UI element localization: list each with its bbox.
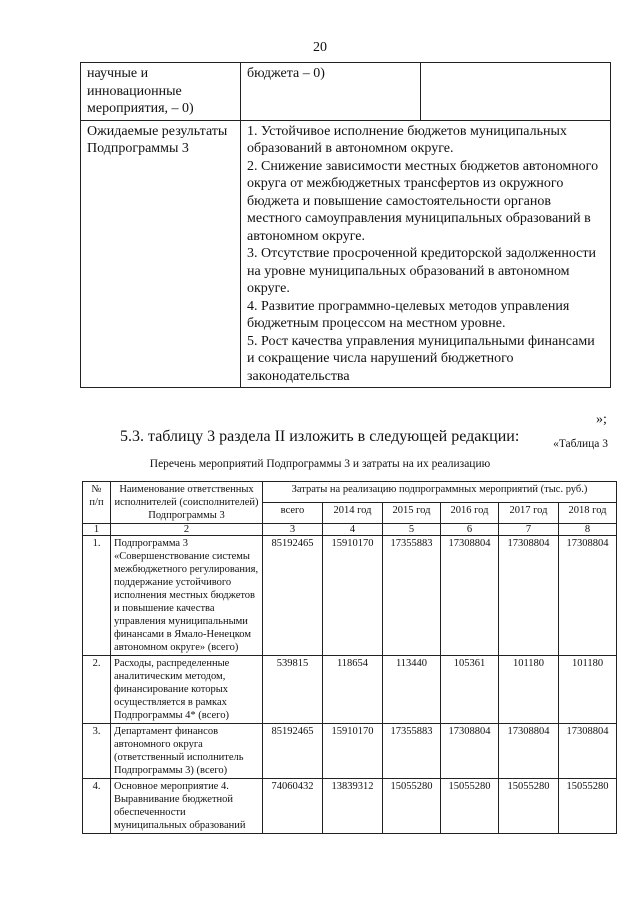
row-number: 1. (83, 536, 111, 656)
table-row (81, 120, 611, 388)
index-cell: 3 (263, 524, 323, 536)
cost-value: 118654 (323, 656, 383, 724)
cost-value: 85192465 (263, 536, 323, 656)
table-title: Перечень мероприятий Подпрограммы 3 и затраты на их реализацию (149, 458, 491, 470)
cost-value: 17308804 (441, 536, 499, 656)
result-item: 1. Устойчивое исполнение бюджетов муниципальных образований в автономном округе. (247, 123, 567, 156)
expected-results-list (241, 120, 611, 388)
cost-value: 15055280 (499, 779, 559, 834)
header-num: № п/п (83, 482, 111, 524)
cost-value: 13839312 (323, 779, 383, 834)
cost-value: 15910170 (323, 724, 383, 779)
header-row (83, 482, 617, 503)
result-item: 4. Развитие программно-целевых методов управления бюджетным процессом на местном уровне. (247, 298, 570, 331)
cost-value: 74060432 (263, 779, 323, 834)
cost-value: 17308804 (441, 724, 499, 779)
index-cell: 4 (323, 524, 383, 536)
table-label: «Таблица 3 (553, 438, 608, 450)
row-number: 2. (83, 656, 111, 724)
cost-value: 15055280 (559, 779, 617, 834)
cost-value: 15055280 (441, 779, 499, 834)
table-row (83, 656, 617, 724)
header-year: 2018 год (559, 503, 617, 524)
table-row (81, 63, 611, 121)
cost-value: 15055280 (383, 779, 441, 834)
row-name: Департамент финансов автономного округа (ответственный исполнитель Подпрограммы 3) (всего) (111, 724, 263, 779)
cost-value: 105361 (441, 656, 499, 724)
row-name: Подпрограмма 3 «Совершенствование системы межбюджетного регулирования, поддержание устойчивого исполнения местных бюджетов и повышение качества управления муниципальными финансами в Ямало-Ненецком автономном округе» (всего) (111, 536, 263, 656)
cost-value: 101180 (559, 656, 617, 724)
index-cell: 5 (383, 524, 441, 536)
closing-quote: »; (596, 412, 607, 427)
cell-prev-col3 (421, 63, 611, 121)
cost-value: 17355883 (383, 724, 441, 779)
row-number: 3. (83, 724, 111, 779)
row-name: Основное мероприятие 4. Выравнивание бюджетной обеспеченности муниципальных образований (111, 779, 263, 834)
results-table (80, 62, 611, 388)
cost-value: 85192465 (263, 724, 323, 779)
header-costs: Затраты на реализацию подпрограммных мероприятий (тыс. руб.) (263, 482, 617, 503)
header-year: 2015 год (383, 503, 441, 524)
result-item: 2. Снижение зависимости местных бюджетов автономного округа от межбюджетных трансфертов из окружного бюджета и повышение самостоятельности органов местного самоуправления муниципальных образований в автономном округе. (247, 158, 599, 244)
row-number: 4. (83, 779, 111, 834)
index-row (83, 524, 617, 536)
cost-value: 15910170 (323, 536, 383, 656)
index-cell: 1 (83, 524, 111, 536)
costs-table (82, 481, 617, 834)
result-item: 3. Отсутствие просроченной кредиторской задолженности на уровне муниципальных образований в автономном округе. (247, 246, 596, 296)
cell-prev-col1: научные и инновационные мероприятия, – 0) (81, 63, 241, 121)
header-year: всего (263, 503, 323, 524)
header-name: Наименование ответственных исполнителей (соисполнителей) Подпрограммы 3 (111, 482, 263, 524)
cost-value: 17308804 (499, 724, 559, 779)
row-name: Расходы, распределенные аналитическим методом, финансирование которых осуществляется в рамках Подпрограммы 4* (всего) (111, 656, 263, 724)
cost-value: 113440 (383, 656, 441, 724)
index-cell: 7 (499, 524, 559, 536)
index-cell: 2 (111, 524, 263, 536)
cost-value: 17308804 (559, 536, 617, 656)
header-year: 2014 год (323, 503, 383, 524)
cost-value: 17355883 (383, 536, 441, 656)
table-row (83, 779, 617, 834)
header-year: 2017 год (499, 503, 559, 524)
cost-value: 101180 (499, 656, 559, 724)
cost-value: 17308804 (499, 536, 559, 656)
page-number: 20 (313, 40, 327, 55)
result-item: 5. Рост качества управления муниципальными финансами и сокращение числа нарушений бюджетного законодательства (247, 333, 595, 384)
index-cell: 8 (559, 524, 617, 536)
index-cell: 6 (441, 524, 499, 536)
instruction-text: 5.3. таблицу 3 раздела II изложить в следующей редакции: (120, 428, 520, 445)
header-year: 2016 год (441, 503, 499, 524)
table-row (83, 536, 617, 656)
cost-value: 539815 (263, 656, 323, 724)
table-row (83, 724, 617, 779)
cost-value: 17308804 (559, 724, 617, 779)
cell-prev-col2: бюджета – 0) (241, 63, 421, 121)
expected-results-label: Ожидаемые результаты Подпрограммы 3 (81, 120, 241, 388)
